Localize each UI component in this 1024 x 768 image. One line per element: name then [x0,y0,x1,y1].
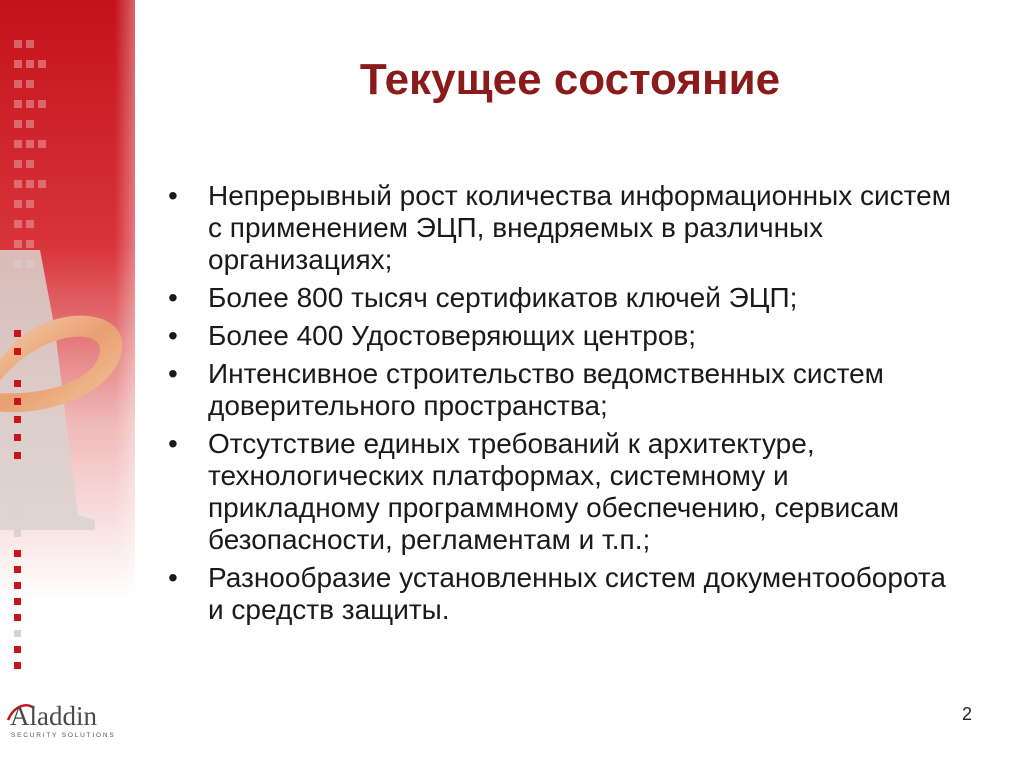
bullet-icon: • [168,562,178,593]
slide-title: Текущее состояние [359,55,781,104]
bullet-text: Разнообразие установленных систем документооборота и средств защиты. [208,562,946,625]
bullet-item [168,428,968,556]
bullet-text: Непрерывный рост количества информационных систем с применением ЭЦП, внедряемых в различных организациях; [208,180,951,275]
bullet-icon: • [168,320,178,351]
bullet-text: Более 800 тысяч сертификатов ключей ЭЦП; [208,282,798,313]
side-decoration [0,0,135,768]
bullet-icon: • [168,358,178,389]
logo-brand: Aladdin [10,701,97,731]
bullet-text: Более 400 Удостоверяющих центров; [208,320,697,351]
bullet-icon: • [168,428,178,459]
bullet-item [168,180,968,276]
logo-tagline: SECURITY SOLUTIONS [11,732,116,739]
page-number: 2 [961,704,972,724]
bullet-text: Интенсивное строительство ведомственных систем доверительного пространства; [208,358,884,421]
bullet-item [168,358,968,422]
bullet-icon: • [168,180,178,211]
bullet-item [168,320,968,352]
bullet-item [168,562,968,626]
bullet-text: Отсутствие единых требований к архитектуре, технологических платформах, системному и прикладному программному обеспечению, сервисам безопасности, регламентам и т.п.; [208,428,900,555]
bullet-icon: • [168,282,178,313]
bullet-item [168,282,968,314]
bullet-list [168,180,968,632]
aladdin-logo [4,692,134,744]
